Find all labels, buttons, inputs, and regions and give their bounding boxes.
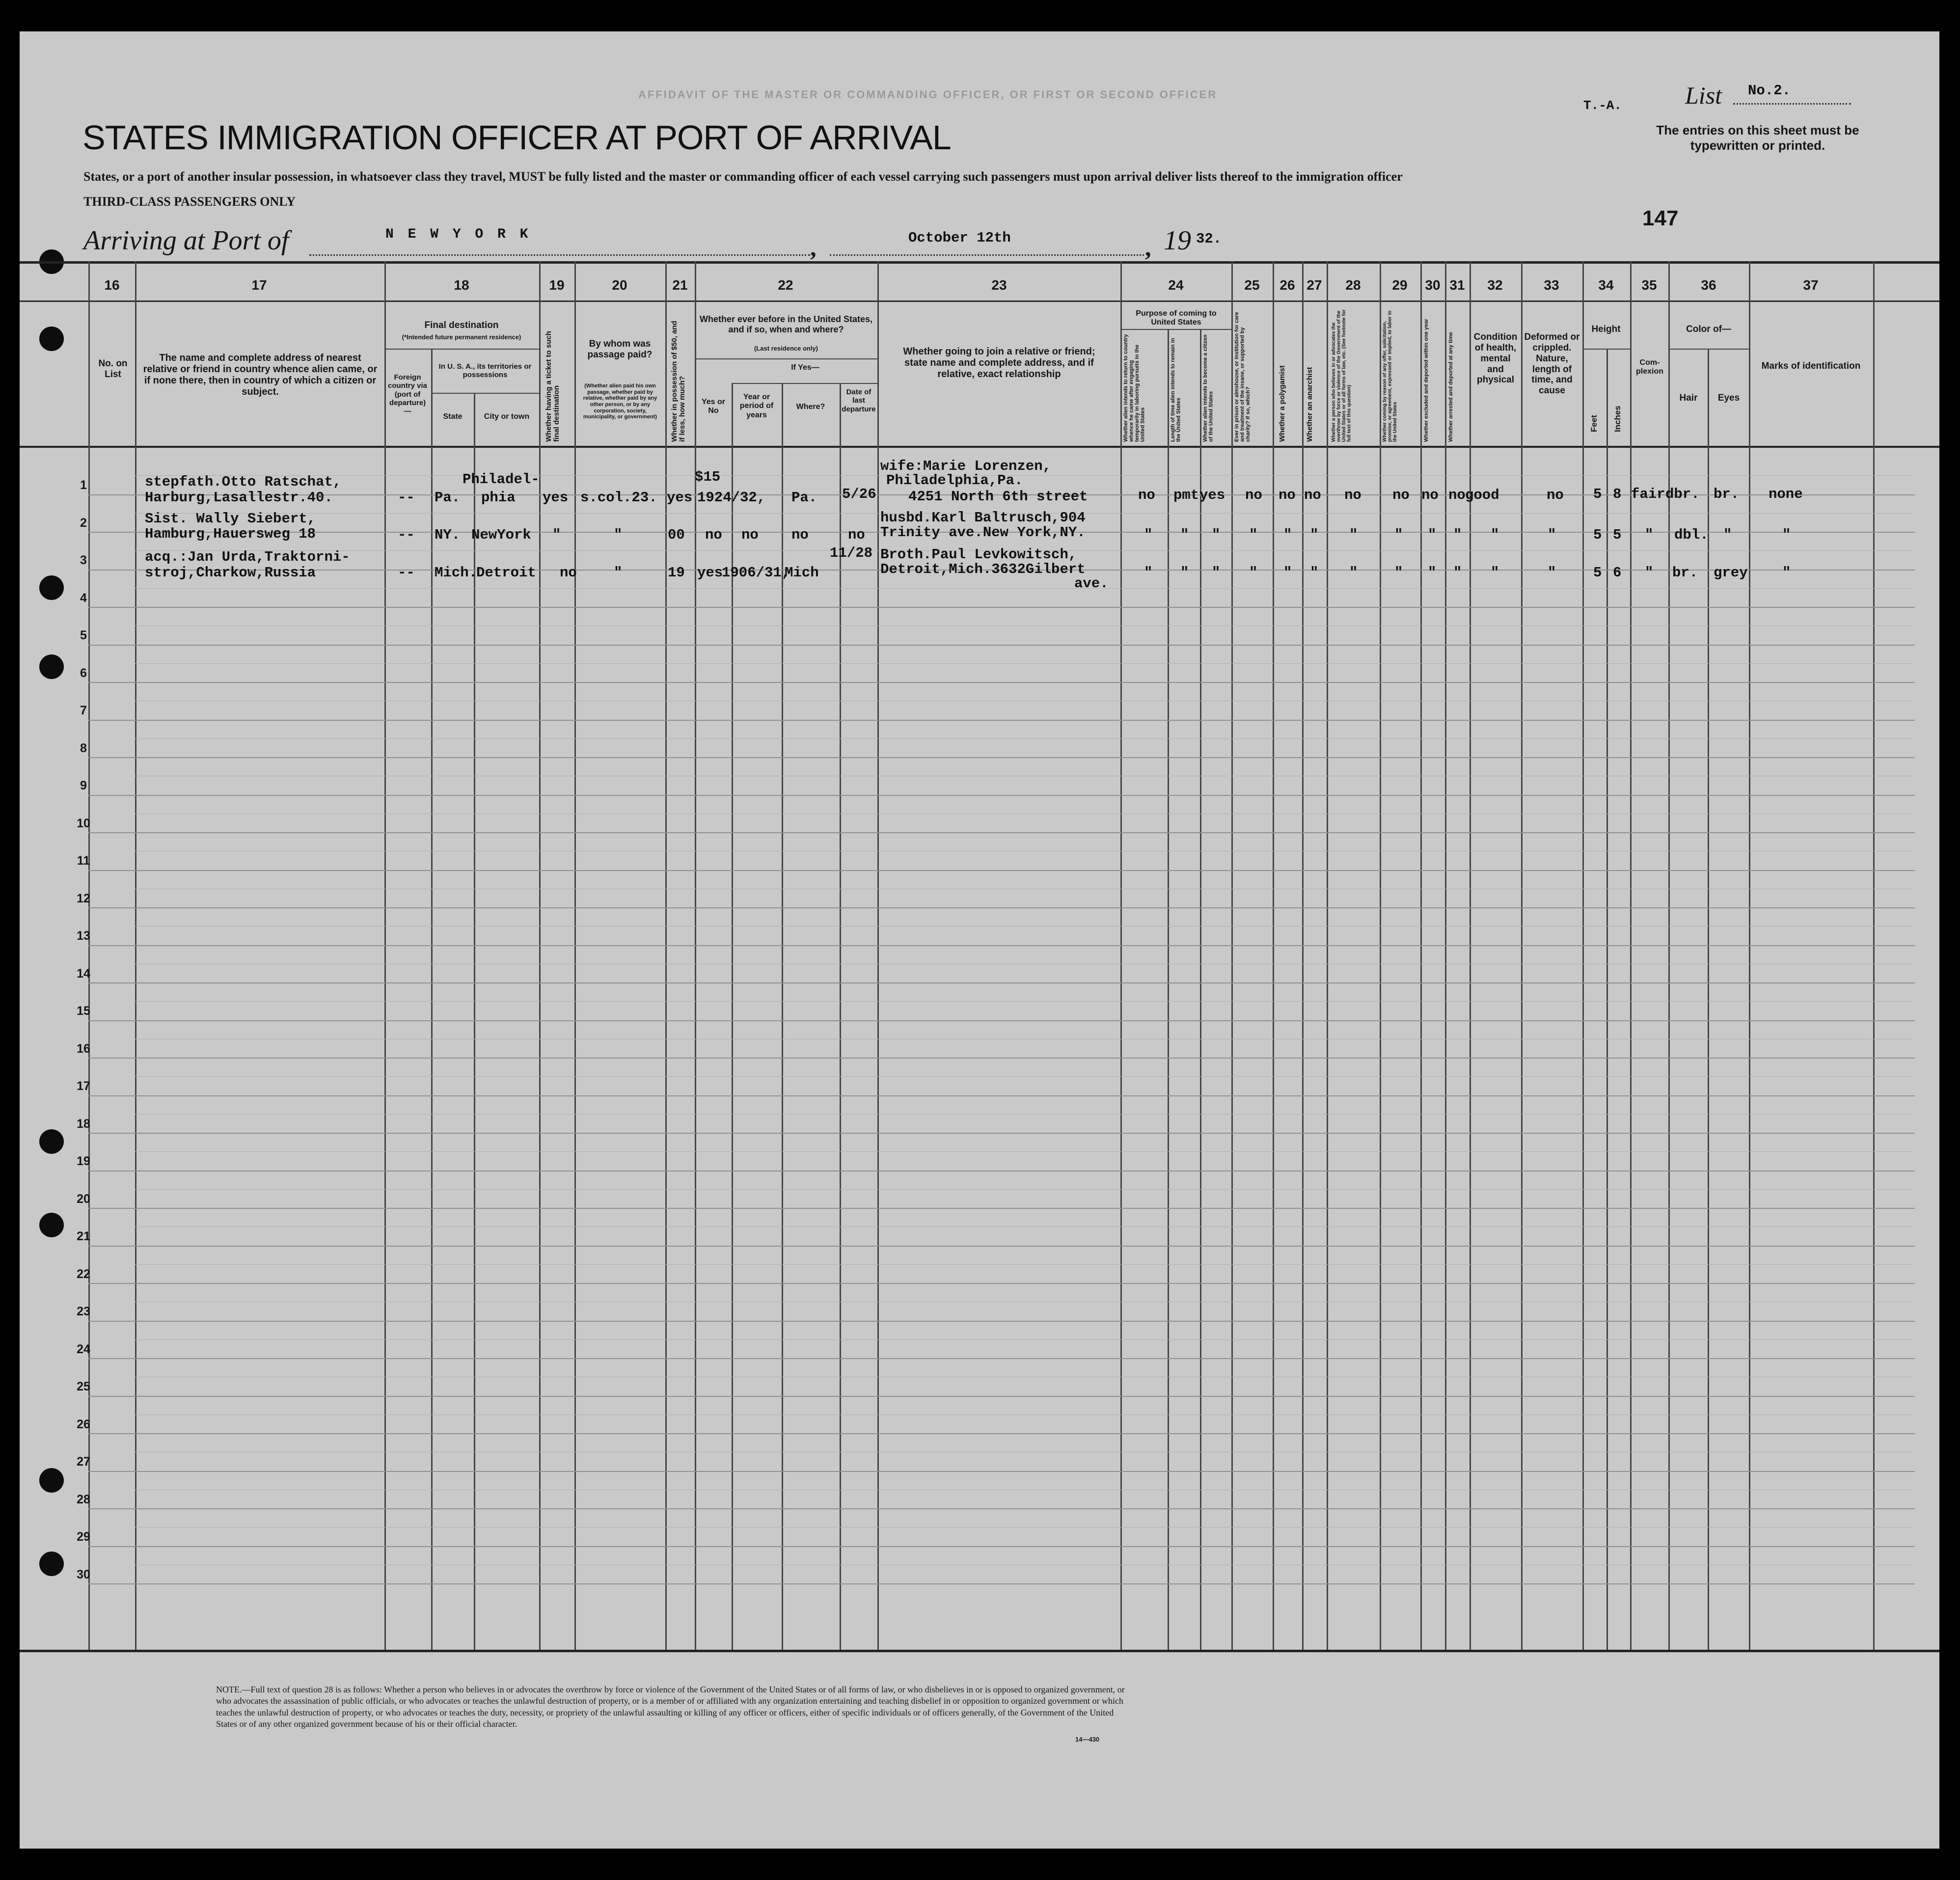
col-rule	[474, 393, 475, 1650]
row1-marks: none	[1769, 486, 1803, 502]
row1-relative-line2: Harburg,Lasallestr.40.	[145, 490, 333, 506]
header-c18-foreign: Foreign country via (port of departure)—	[387, 373, 428, 415]
col-rule	[1582, 261, 1584, 1650]
row-number: 13	[77, 929, 90, 943]
row1-c28: no	[1344, 487, 1361, 503]
row-number: 11	[77, 854, 90, 868]
row3-ditto-c24: "	[1144, 565, 1153, 581]
row1-c30: no	[1421, 487, 1439, 503]
row-number: 16	[77, 1041, 90, 1056]
header-c18-city: City or town	[484, 412, 530, 421]
column-number: 19	[549, 277, 565, 293]
row2-ditto-c32: "	[1491, 527, 1499, 543]
column-number: 28	[1345, 277, 1361, 293]
row-number: 24	[77, 1342, 90, 1356]
row-rule	[88, 870, 1915, 871]
column-number: 23	[991, 277, 1007, 293]
page-title: STATES IMMIGRATION OFFICER AT PORT OF ARRIVAL	[82, 118, 951, 157]
column-number: 35	[1641, 277, 1657, 293]
header-c36: Color of—	[1686, 324, 1731, 334]
table-bottom-rule	[20, 1650, 1939, 1652]
column-number: 16	[104, 277, 120, 293]
row-number: 20	[77, 1192, 90, 1206]
header-c18-state: State	[443, 412, 463, 421]
arriving-label: Arriving at Port of	[83, 225, 289, 256]
col-rule	[88, 261, 90, 1650]
row-rule	[88, 982, 1915, 983]
row1-c32: good	[1465, 487, 1499, 503]
subheader-rule	[1582, 349, 1630, 350]
punch-hole	[39, 1468, 64, 1493]
column-number: 26	[1279, 277, 1295, 293]
row1-feet: 5	[1593, 486, 1602, 502]
row-rule	[88, 645, 1915, 646]
row1-c31: no	[1448, 487, 1466, 503]
row3-join-line1: Broth.Paul Levkowitsch,	[880, 546, 1077, 563]
header-no-on-list: No. on List	[98, 358, 128, 380]
col-rule	[1273, 261, 1274, 1650]
row2-ditto-c26: "	[1283, 527, 1292, 543]
row3-ditto-c31: "	[1453, 565, 1462, 581]
row-rule	[88, 1321, 1915, 1322]
year-suffix: 32.	[1196, 231, 1222, 247]
punch-hole	[39, 327, 64, 351]
row-number: 30	[77, 1567, 90, 1581]
header-c35: Com-plexion	[1635, 358, 1663, 376]
col-rule	[1380, 261, 1381, 1650]
row-number: 6	[80, 666, 87, 680]
row2-years: no	[741, 527, 759, 543]
row-rule	[88, 1283, 1915, 1284]
list-number: No.2.	[1748, 82, 1791, 99]
row2-ditto-c30: "	[1428, 527, 1437, 543]
row2-foreign: --	[398, 527, 415, 543]
row-rule	[88, 1020, 1915, 1021]
row-half-rule	[135, 1151, 1912, 1152]
row1-inches: 8	[1613, 486, 1622, 502]
faint-top-line: AFFIDAVIT OF THE MASTER OR COMMANDING OFFICER, OR FIRST OR SECOND OFFICER	[638, 88, 1218, 101]
list-underline	[1733, 103, 1851, 105]
row1-c24: no	[1138, 487, 1155, 503]
date-value: October 12th	[908, 230, 1011, 246]
row-number: 12	[77, 891, 90, 905]
row2-relative-line2: Hamburg,Hauersweg 18	[145, 526, 316, 542]
column-number: 27	[1307, 277, 1322, 293]
header-c34: Height	[1591, 324, 1621, 334]
row-rule	[88, 1133, 1915, 1134]
row-rule	[88, 795, 1915, 796]
row-number: 26	[77, 1417, 90, 1431]
year-prefix: 19	[1164, 225, 1191, 256]
row1-money: $15	[695, 469, 721, 485]
row-number: 2	[80, 516, 87, 530]
row-number: 1	[80, 478, 87, 492]
column-number: 36	[1701, 277, 1716, 293]
row-rule	[88, 1058, 1915, 1059]
row1-hair: dbr.	[1665, 486, 1700, 502]
row3-complexion: "	[1645, 565, 1654, 581]
row-number: 4	[80, 591, 87, 605]
column-number: 32	[1487, 277, 1503, 293]
row-rule	[88, 1471, 1915, 1472]
column-number: 33	[1544, 277, 1559, 293]
row-rule	[88, 1583, 1915, 1584]
row1-city-line2: phia	[481, 490, 516, 506]
row2-inches: 5	[1613, 527, 1622, 543]
row3-money: 19	[668, 565, 685, 581]
row2-ditto-c29: "	[1394, 527, 1403, 543]
col-rule	[1873, 261, 1875, 1650]
row1-join-line3: 4251 North 6th street	[908, 489, 1088, 505]
row1-where: Pa.	[791, 490, 817, 506]
row3-ditto-c33: "	[1548, 565, 1556, 581]
row2-ditto-c24c: "	[1212, 527, 1221, 543]
row2-join-line2: Trinity ave.New York,NY.	[880, 524, 1086, 541]
form-number: 14—430	[1075, 1736, 1100, 1743]
footnote: NOTE.—Full text of question 28 is as follows: Whether a person who believes in or advocates the overthrow by force or violence of the Government of the United States or of all forms of law, or who disbelieves in or is opposed to organized government, or who advocates the assassination of public officials, or who advocates or teaches the unlawful destruction of property, or is a member of or affiliated with any organization entertaining and teaching disbelief in or opposition to organized government or which teaches the unlawful destruction of property, or who advocates or teaches the duty, necessity, or propriety of the unlawful assaulting or killing of any officer or officers, either of specific individuals or of officers generally, of the Government of the United States or of any other organized government because of his or their official character.	[216, 1685, 1125, 1729]
row-half-rule	[135, 1264, 1912, 1265]
row-number: 25	[77, 1380, 90, 1393]
column-number: 37	[1803, 277, 1819, 293]
ta-code: T.-A.	[1583, 98, 1622, 113]
row2-ditto-c27: "	[1310, 527, 1319, 543]
row1-c25: no	[1245, 487, 1262, 503]
row2-feet: 5	[1593, 527, 1602, 543]
typewritten-notice: The entries on this sheet must be typewritten or printed.	[1656, 123, 1859, 153]
row2-ditto-c33: "	[1548, 527, 1556, 543]
row1-city-line1: Philadel-	[463, 471, 540, 488]
col-rule	[665, 261, 667, 1650]
row2-eyes: "	[1723, 527, 1732, 543]
row-rule	[88, 1433, 1915, 1434]
row3-marks: "	[1782, 565, 1791, 581]
row-rule	[88, 720, 1915, 721]
subheader-rule	[732, 383, 877, 384]
manifest-sheet	[20, 31, 1939, 1849]
header-bottom-rule	[20, 446, 1939, 448]
row1-complexion: fair	[1631, 486, 1665, 502]
row3-relative-line1: acq.:Jan Urda,Traktorni-	[145, 549, 350, 565]
row-rule	[88, 1358, 1915, 1359]
header-c36-hair: Hair	[1679, 393, 1698, 403]
column-number-rule	[20, 300, 1939, 302]
comma: ,	[1145, 234, 1151, 261]
header-c28: Whether a person who believes in or advocates the overthrow by force or violence of the Government of the United States or of all forms of law, etc. (See footnote for full text of this question)	[1331, 309, 1352, 442]
col-rule	[1231, 261, 1233, 1650]
row-number: 17	[77, 1079, 90, 1093]
row1-state: Pa.	[435, 490, 461, 506]
header-c24b: Length of time alien intends to remain in the United States	[1170, 338, 1182, 442]
col-rule	[1445, 261, 1446, 1650]
col-rule	[1749, 261, 1750, 1650]
header-c21: Whether in possession of $50, and if less, how much?	[670, 321, 686, 442]
row2-complexion: "	[1645, 527, 1654, 543]
row-number: 23	[77, 1305, 90, 1318]
row2-city: NewYork	[471, 527, 531, 543]
col-rule	[431, 349, 433, 1650]
class-line: THIRD-CLASS PASSENGERS ONLY	[83, 194, 296, 209]
subheader-rule	[1120, 329, 1231, 330]
row-number: 19	[77, 1154, 90, 1168]
row2-ditto-c24: "	[1144, 527, 1153, 543]
subheader-rule	[431, 393, 539, 394]
row-half-rule	[135, 1189, 1912, 1190]
col-rule	[1302, 261, 1304, 1650]
header-c18-sub: (*Intended future permanent residence)	[402, 333, 521, 341]
header-c24-title: Purpose of coming to United States	[1136, 309, 1217, 327]
row2-paid: "	[614, 527, 623, 543]
header-c22-date: Date of last departure	[842, 388, 876, 413]
header-c24a: Whether alien intends to return to country whence he came after engaging temporarily in laboring pursuits in the United States	[1123, 334, 1146, 442]
header-c17: The name and complete address of nearest relative or friend in country whence alien came, or if none there, then in country of which a citizen or subject.	[143, 353, 378, 397]
row-number: 15	[77, 1004, 90, 1018]
row-half-rule	[135, 738, 1912, 739]
punch-hole	[39, 1129, 64, 1154]
column-number: 22	[778, 277, 793, 293]
row1-ticket: yes	[543, 490, 569, 506]
header-c25: Ever in prison or almshouse, or institution for care and treatment of the insane, or supported by charity? If so, which?	[1234, 312, 1252, 442]
header-c22-years: Year or period of years	[739, 393, 774, 419]
row2-join-line1: husbd.Karl Baltrusch,904	[880, 510, 1086, 526]
header-c20-sub: (Whether alien paid his own passage, whether paid by relative, whether paid by any other person, or by any corporation, society, municipality, or government)	[583, 383, 657, 420]
header-c36-eyes: Eyes	[1717, 393, 1740, 403]
col-rule	[574, 261, 576, 1650]
header-c22-title: Whether ever before in the United States, and if so, when and where?	[699, 314, 873, 334]
header-c37: Marks of identification	[1761, 361, 1861, 371]
row3-city: Detroit	[476, 565, 536, 581]
row3-ditto-c28: "	[1349, 565, 1358, 581]
header-c24c: Whether alien intends to become a citizen of the United States	[1202, 334, 1214, 442]
row3-eyes: grey	[1714, 565, 1748, 581]
row-half-rule	[135, 663, 1912, 664]
row3-paid: "	[614, 565, 623, 581]
row1-eyes: br.	[1714, 486, 1740, 502]
row-half-rule	[135, 1226, 1912, 1227]
row3-ditto-c25: "	[1249, 565, 1258, 581]
header-c27: Whether an anarchist	[1306, 367, 1314, 442]
row-rule	[88, 1208, 1915, 1209]
row2-state: NY.	[435, 527, 461, 543]
column-number: 29	[1392, 277, 1408, 293]
row3-ditto-c30: "	[1428, 565, 1437, 581]
col-rule	[1420, 261, 1422, 1650]
row1-c24c: yes	[1199, 487, 1225, 503]
row-number: 5	[80, 628, 87, 642]
header-c20: By whom was passage paid?	[587, 339, 653, 360]
row-rule	[88, 945, 1915, 946]
row-rule	[88, 1095, 1915, 1096]
row2-before: no	[705, 527, 722, 543]
col-rule	[1327, 261, 1328, 1650]
list-label: List	[1685, 82, 1722, 109]
row-number: 22	[77, 1267, 90, 1281]
column-number: 20	[612, 277, 627, 293]
header-c22-sub: (Last residence only)	[754, 345, 818, 352]
date-underline	[830, 254, 1144, 256]
row-rule	[88, 832, 1915, 833]
row-number: 21	[77, 1229, 90, 1243]
col-rule	[1120, 261, 1122, 1650]
row1-c33: no	[1547, 487, 1564, 503]
header-c23: Whether going to join a relative or friend; state name and complete address, and if relative, exact relationship	[903, 346, 1095, 380]
row2-marks: "	[1782, 527, 1791, 543]
row1-join-line2: Philadelphia,Pa.	[886, 472, 1023, 489]
row-number: 27	[77, 1455, 90, 1469]
row1-departure: 5/26	[842, 486, 876, 502]
col-rule	[1521, 261, 1523, 1650]
row3-years: 1906/31,	[722, 565, 790, 581]
row2-ditto-c28: "	[1349, 527, 1358, 543]
row-rule	[88, 1508, 1915, 1509]
col-rule	[539, 261, 541, 1650]
row3-inches: 6	[1613, 565, 1622, 581]
header-c30: Whether excluded and deported within one year	[1423, 319, 1429, 442]
header-c22-ifyes: If Yes—	[791, 363, 819, 372]
header-c26: Whether a polygamist	[1278, 365, 1286, 442]
header-c18-title: Final destination	[424, 320, 499, 330]
row1-foreign: --	[398, 490, 415, 506]
row2-ditto-c25: "	[1249, 527, 1258, 543]
row2-where: no	[791, 527, 809, 543]
column-number: 30	[1425, 277, 1441, 293]
row1-before: yes	[667, 490, 693, 506]
table-top-rule	[20, 261, 1939, 264]
row2-departure: no	[848, 527, 865, 543]
subheader-rule	[695, 358, 877, 359]
column-number: 18	[454, 277, 469, 293]
column-number: 24	[1168, 277, 1184, 293]
row1-c27: no	[1304, 487, 1321, 503]
column-number: 21	[672, 277, 688, 293]
header-c34-feet: Feet	[1589, 415, 1599, 432]
row3-ditto-c24c: "	[1212, 565, 1221, 581]
row-rule	[88, 757, 1915, 758]
comma: ,	[810, 234, 817, 261]
row-number: 3	[80, 553, 87, 567]
row3-before: yes	[697, 565, 723, 581]
col-rule	[135, 261, 136, 1650]
row3-ditto-c24b: "	[1180, 565, 1189, 581]
port-underline	[309, 254, 810, 256]
row1-c24b: pmt	[1173, 487, 1199, 503]
row-number: 7	[80, 704, 87, 717]
row2-ditto-c24b: "	[1180, 527, 1189, 543]
row-number: 29	[77, 1530, 90, 1544]
column-number: 34	[1598, 277, 1614, 293]
col-rule	[1606, 349, 1608, 1650]
port-value: N E W Y O R K	[385, 227, 531, 242]
row3-ditto-c32: "	[1491, 565, 1499, 581]
header-c18-usa: In U. S. A., its territories or possessions	[438, 362, 532, 380]
row3-feet: 5	[1593, 565, 1602, 581]
row-half-rule	[135, 1114, 1912, 1115]
row1-c26: no	[1279, 487, 1296, 503]
col-rule	[1708, 349, 1709, 1650]
row1-c29: no	[1392, 487, 1410, 503]
col-rule	[1630, 261, 1632, 1650]
row3-ditto-c27: "	[1310, 565, 1319, 581]
row-rule	[88, 907, 1915, 908]
row3-join-line2: Detroit,Mich.3632Gilbert	[880, 561, 1086, 577]
row1-paid: s.col.23.	[580, 490, 657, 506]
row2-ditto-c31: "	[1453, 527, 1462, 543]
row-half-rule	[135, 1001, 1912, 1002]
row1-relative-line1: stepfath.Otto Ratschat,	[145, 474, 342, 490]
row3-relative-line2: stroj,Charkow,Russia	[145, 565, 316, 581]
column-number: 31	[1449, 277, 1465, 293]
col-rule	[384, 261, 386, 1650]
row-rule	[88, 1246, 1915, 1247]
col-rule	[840, 383, 841, 1650]
column-number: 17	[251, 277, 267, 293]
row-half-rule	[135, 1076, 1912, 1077]
header-c19: Whether having a ticket to such final destination	[544, 331, 561, 442]
row3-ditto-c26: "	[1283, 565, 1292, 581]
header-c22-yesno: Yes or No	[701, 398, 726, 415]
col-rule	[1470, 261, 1471, 1650]
row2-hair: dbl.	[1674, 527, 1709, 543]
row-number: 8	[80, 741, 87, 755]
header-c22-where: Where?	[796, 403, 825, 411]
row-rule	[88, 1171, 1915, 1172]
row-rule	[88, 1396, 1915, 1397]
row3-join-line3: ave.	[1074, 575, 1109, 592]
page-number: 147	[1642, 206, 1679, 230]
col-rule	[877, 261, 879, 1650]
row3-foreign: --	[398, 565, 415, 581]
row3-where: Mich	[785, 565, 819, 581]
row-rule	[88, 607, 1915, 608]
header-c31: Whether arrested and deported at any time	[1448, 332, 1454, 442]
row-number: 10	[77, 816, 90, 830]
col-rule	[1668, 261, 1670, 1650]
header-c29: Whether coming by reason of any offer, solicitation, promise, or agreement, expressed or implied, to labor in the United States	[1382, 310, 1398, 442]
row3-ticket: no	[560, 565, 577, 581]
header-c33: Deformed or crippled. Nature, length of time, and cause	[1524, 332, 1580, 396]
subheader-rule	[384, 349, 539, 350]
header-c34-inches: Inches	[1613, 406, 1622, 432]
row-half-rule	[135, 1339, 1912, 1340]
row3-ditto-c29: "	[1394, 565, 1403, 581]
row2-relative-line1: Sist. Wally Siebert,	[145, 511, 316, 527]
row-rule	[88, 682, 1915, 683]
subheader-rule	[1668, 349, 1749, 350]
column-number: 25	[1244, 277, 1260, 293]
row2-money: 00	[668, 527, 685, 543]
row-number: 9	[80, 779, 87, 792]
row3-hair: br.	[1672, 565, 1698, 581]
row3-departure: 11/28	[830, 545, 873, 561]
row1-years: 1924/32,	[697, 490, 766, 506]
row-number: 18	[77, 1117, 90, 1131]
row-rule	[88, 1546, 1915, 1547]
row-number: 14	[77, 966, 90, 981]
header-c32: Condition of health, mental and physical	[1473, 332, 1518, 385]
row2-ticket: "	[552, 527, 561, 543]
row3-state: Mich.	[435, 565, 478, 581]
row1-join-line1: wife:Marie Lorenzen,	[880, 458, 1052, 474]
row-number: 28	[77, 1492, 90, 1506]
row-half-rule	[135, 588, 1912, 589]
row-half-rule	[135, 475, 1912, 476]
subtitle: States, or a port of another insular possession, in whatsoever class they travel, MUST be fully listed and the master or commanding officer of each vessel carrying such passengers must upon arrival deliver lists thereof to the immigration officer	[83, 169, 1403, 184]
